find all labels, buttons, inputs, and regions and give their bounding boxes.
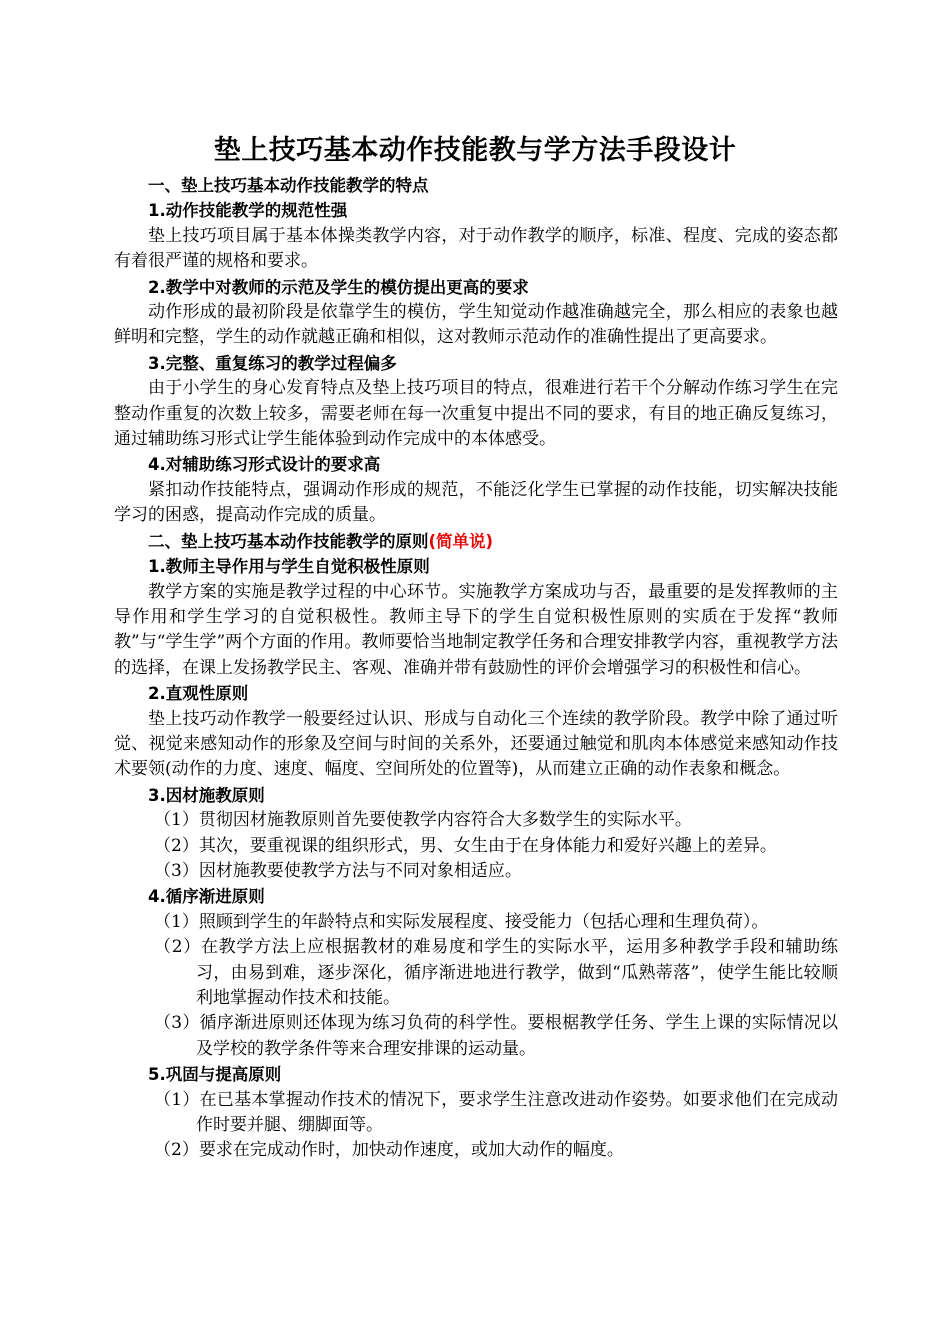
list-item: （3）循序渐进原则还体现为练习负荷的科学性。要根椐教学任务、学生上课的实际情况以及学校的教学条件等来合理安排课的运动量。 [154, 1013, 838, 1059]
subsection-heading: 3.完整、重复练习的教学过程偏多 [148, 353, 397, 373]
list-item: （1）照顾到学生的年龄特点和实际发展程度、接受能力（包括心理和生理负荷）。 [154, 911, 769, 932]
document-title: 垫上技巧基本动作技能教与学方法手段设计 [213, 135, 737, 166]
subsection-heading: 4.循序渐进原则 [148, 887, 265, 907]
document-body [114, 173, 838, 1164]
subsection-heading: 4.对辅助练习形式设计的要求高 [148, 455, 381, 475]
subsection-heading: 2.教学中对教师的示范及学生的模仿提出更高的要求 [148, 277, 529, 297]
section-heading: 一、垫上技巧基本动作技能教学的特点 [148, 176, 429, 195]
list-item: （2）要求在完成动作时，加快动作速度，或加大动作的幅度。 [154, 1140, 624, 1161]
list-item: （3）因材施教要使教学方法与不同对象相适应。 [154, 860, 522, 881]
list-item: （1）贯彻因材施教原则首先要使教学内容符合大多数学生的实际水平。 [154, 810, 692, 831]
subsection-heading: 3.因材施教原则 [148, 785, 265, 805]
paragraph: 教学方案的实施是教学过程的中心环节。实施教学方案成功与否，最重要的是发挥教师的主导作用和学生学习的自觉积极性。教师主导下的学生自觉积极性原则的实质在于发挥“教师教”与“学生学”两个方面的作用。教师要恰当地制定教学任务和合理安排教学内容，重视教学方法的选择，在课上发扬教学民主、客观、准确并带有鼓励性的评价会增强学习的积极性和信心。 [114, 581, 838, 678]
section-heading-text: 二、垫上技巧基本动作技能教学的原则 [148, 531, 429, 551]
list-item: （2）其次，要重视课的组织形式，男、女生由于在身体能力和爱好兴趣上的差异。 [154, 835, 777, 856]
subsection-heading: 1.教师主导作用与学生自觉积极性原则 [148, 557, 430, 577]
section-heading [114, 529, 838, 554]
paragraph: 由于小学生的身心发育特点及垫上技巧项目的特点，很难进行若干个分解动作练习学生在完整动作重复的次数上较多，需要老师在每一次重复中提出不同的要求，有目的地正确反复练习，通过辅助练习形式让学生能体验到动作完成中的本体感受。 [114, 378, 838, 450]
section-heading-note: (简单说) [428, 531, 494, 551]
paragraph: 紧扣动作技能特点，强调动作形成的规范，不能泛化学生已掌握的动作技能，切实解决技能学习的困惑，提高动作完成的质量。 [114, 479, 838, 526]
list-item: （1）在已基本掌握动作技术的情况下，要求学生注意改进动作姿势。如要求他们在完成动作时要并腿、绷脚面等。 [154, 1089, 838, 1136]
paragraph: 垫上技巧项目属于基本体操类教学内容，对于动作教学的顺序，标准、程度、完成的姿态都有着很严谨的规格和要求。 [114, 225, 838, 272]
subsection-heading: 2.直观性原则 [148, 684, 249, 704]
list-item: （2）在教学方法上应根据教材的难易度和学生的实际水平，运用多种教学手段和辅助练习，由易到难，逐步深化，循序渐进地进行教学，做到“瓜熟蒂落”，使学生能比较顺利地掌握动作技术和技能。 [154, 937, 838, 1008]
paragraph: 垫上技巧动作教学一般要经过认识、形成与自动化三个连续的教学阶段。教学中除了通过听觉、视觉来感知动作的形象及空间与时间的关系外，还要通过触觉和肌肉本体感觉来感知动作技术要领(动作的力度、速度、幅度、空间所处的位置等)，从而建立正确的动作表象和概念。 [114, 708, 838, 780]
subsection-heading: 1.动作技能教学的规范性强 [148, 201, 348, 221]
subsection-heading: 5.巩固与提高原则 [148, 1065, 282, 1085]
paragraph: 动作形成的最初阶段是依靠学生的模仿，学生知觉动作越准确越完全，那么相应的表象也越鲜明和完整，学生的动作就越正确和相似，这对教师示范动作的准确性提出了更高要求。 [114, 302, 838, 348]
